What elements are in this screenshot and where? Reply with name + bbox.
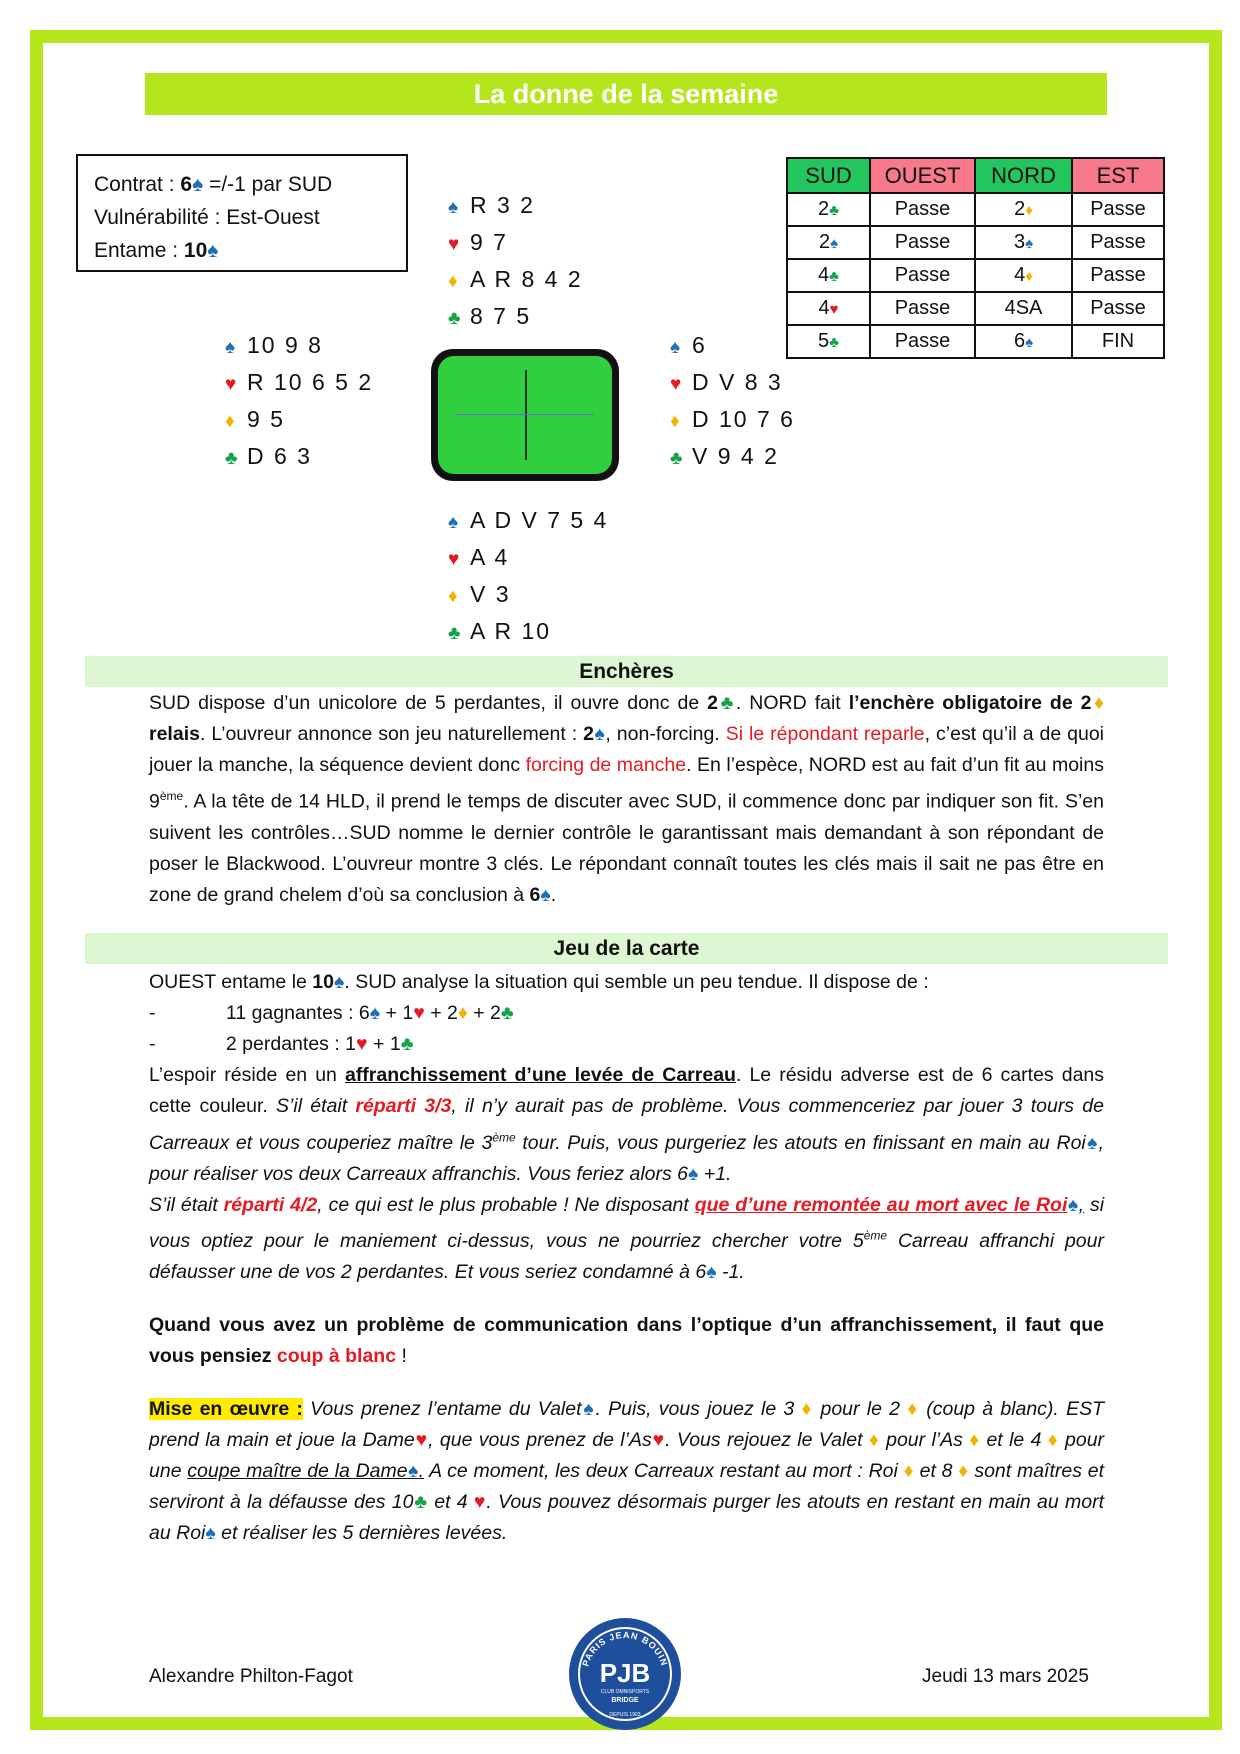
bidding-row <box>787 292 1164 325</box>
bid-nord <box>975 193 1072 226</box>
bid-nord <box>975 226 1072 259</box>
bid-sud <box>787 226 870 259</box>
bidding-row <box>787 259 1164 292</box>
club-icon: ♣ <box>829 334 839 351</box>
spade-icon: ♠ <box>334 971 345 993</box>
bid-level: 2 <box>818 231 831 253</box>
logo-initials: PJB <box>599 1658 651 1688</box>
diamond-icon: ♦ <box>1025 268 1033 285</box>
bid-level: 4SA <box>1004 297 1043 319</box>
header-sud: SUD <box>787 158 870 193</box>
spade-icon: ♠ <box>1025 235 1034 252</box>
east-hearts: D V 8 3 <box>692 369 783 395</box>
diamond-icon: ♦ <box>1025 202 1033 219</box>
west-hearts: R 10 6 5 2 <box>247 369 374 395</box>
lead-label: Entame : <box>94 239 184 262</box>
logo-since: DEPUIS 1903 <box>609 1712 641 1718</box>
bid-sud <box>787 259 870 292</box>
bid-ouest: Passe <box>870 292 975 325</box>
table-horizontal-line <box>456 414 594 415</box>
highlight-label: Mise en œuvre : <box>149 1398 303 1420</box>
east-spades: 6 <box>692 332 707 358</box>
south-hearts: A 4 <box>470 544 510 570</box>
diamond-icon: ♦ <box>448 586 460 607</box>
heart-icon: ♥ <box>670 374 684 395</box>
bid-sud <box>787 193 870 226</box>
west-clubs: D 6 3 <box>247 443 312 469</box>
table-felt <box>438 356 612 474</box>
spade-icon: ♠ <box>1025 334 1034 351</box>
bid-ouest: Passe <box>870 325 975 358</box>
bid-nord <box>975 259 1072 292</box>
bidding-row <box>787 193 1164 226</box>
date: Jeudi 13 mars 2025 <box>922 1666 1089 1687</box>
logo-sport: BRIDGE <box>611 1697 639 1704</box>
table-vertical-line <box>525 370 527 460</box>
section-auction: Enchères <box>85 656 1168 687</box>
diamond-icon: ♦ <box>448 271 460 292</box>
bid-level: 2 <box>1014 198 1026 220</box>
spade-icon: ♠ <box>670 337 683 358</box>
bid-level: 5 <box>818 330 830 352</box>
club-icon: ♣ <box>829 268 839 285</box>
play-text: OUEST entame le 10♠. SUD analyse la situation qui semble un peu tendue. Il dispose de : - 11 gagnantes : 6♠ + 1♥ + 2♦ + 2♣ - 2 perdantes : 1♥ + 1♣ L’espoir réside en un affranchissement d’une levée de Carreau. Le résidu adverse est de 6 cartes dans cette couleur. S’il était réparti 3/3, il n’y aurait pas de problème. Vous commenceriez par jouer 3 tours de Carreaux et vous couperiez maître le 3ème tour. Puis, vous purgeriez les atouts en finissant en main au Roi♠, pour réaliser vos deux Carreaux affranchis. Vous feriez alors 6♠ +1. S’il était réparti 4/2, ce qui est le plus probable ! Ne disposant que d’une remontée au mort avec le Roi♠, si vous optiez pour le maniement ci-dessus, vous ne pourriez chercher votre 5ème Carreau affranchi pour défausser une de vos 2 perdantes. Et vous seriez condamné à 6♠ -1. Quand vous avez un problème de communication dans l’optique d’un affranchissement, il faut que vous pensiez coup à blanc ! Mise en œuvre : Vous prenez l’entame du Valet♠. Puis, vous jouez le 3 ♦ pour le 2 ♦ (coup à blanc). EST prend la main et joue la Dame♥, que vous prenez de l’As♥. Vous rejouez le Valet ♦ pour l’As ♦ et le 4 ♦ pour une coupe maître de la Dame♠. A ce moment, les deux Carreaux restant au mort : Roi ♦ et 8 ♦ sont maîtres et serviront à la défausse des 10♣ et 4 ♥. Vous pouvez désormais purger les atouts en restant en main au mort au Roi♠ et réaliser les 5 dernières levées. <box>149 971 1105 1544</box>
heart-icon: ♥ <box>225 374 239 395</box>
club-icon: ♣ <box>718 692 736 714</box>
spade-icon: ♠ <box>192 173 204 196</box>
club-icon: ♣ <box>225 448 240 469</box>
bidding-row <box>787 226 1164 259</box>
north-hearts: 9 7 <box>470 229 508 255</box>
spade-icon: ♠ <box>225 337 238 358</box>
north-diamonds: A R 8 4 2 <box>470 266 583 292</box>
vulnerability-line: Vulnérabilité : Est-Ouest <box>94 206 320 229</box>
bid-nord <box>975 292 1072 325</box>
bid-est: Passe <box>1072 226 1164 259</box>
bid-nord <box>975 325 1072 358</box>
west-diamonds: 9 5 <box>247 406 285 432</box>
contract-rest: =/-1 par SUD <box>203 173 333 196</box>
header-est: EST <box>1072 158 1164 193</box>
bid-level: 4 <box>818 264 830 286</box>
heart-icon: ♥ <box>829 301 839 318</box>
author: Alexandre Philton-Fagot <box>149 1666 353 1687</box>
section-play: Jeu de la carte <box>85 933 1168 964</box>
heart-icon: ♥ <box>448 234 462 255</box>
bid-level: 4 <box>1014 264 1026 286</box>
bid-ouest: Passe <box>870 193 975 226</box>
bid-est: Passe <box>1072 259 1164 292</box>
bid-sud <box>787 325 870 358</box>
south-diamonds: V 3 <box>470 581 511 607</box>
spade-icon: ♠ <box>207 239 219 262</box>
header-nord: NORD <box>975 158 1072 193</box>
contract-line <box>94 168 390 201</box>
spade-icon: ♠ <box>448 512 461 533</box>
south-hand <box>448 503 608 651</box>
page-title: La donne de la semaine <box>145 73 1107 115</box>
header-ouest: OUEST <box>870 158 975 193</box>
bid-level: 2 <box>818 198 830 220</box>
bid-ouest: Passe <box>870 259 975 292</box>
spade-icon: ♠ <box>448 197 461 218</box>
bid-est: Passe <box>1072 292 1164 325</box>
bid-ouest: Passe <box>870 226 975 259</box>
spade-icon: ♠ <box>540 883 551 906</box>
club-icon: ♣ <box>448 308 463 329</box>
heart-icon: ♥ <box>448 549 462 570</box>
east-hand <box>670 328 795 476</box>
north-spades: R 3 2 <box>470 192 535 218</box>
south-clubs: A R 10 <box>470 618 552 644</box>
club-icon: ♣ <box>670 448 685 469</box>
lead-card: 10 <box>183 239 208 262</box>
west-spades: 10 9 8 <box>247 332 323 358</box>
auction-text: SUD dispose d’un unicolore de 5 perdantes, il ouvre donc de 2♣. NORD fait l’enchère obligatoire de 2♦ relais. L’ouvreur annonce son jeu naturellement : 2♠, non-forcing. Si le répondant reparle, c’est qu’il a de quoi jouer la manche, la séquence devient donc forcing de manche. En l’espèce, NORD est au fait d’un fit au moins 9ème. A la tête de 14 HLD, il prend le temps de discuter avec SUD, il commence donc par indiquer son fit. S’en suivent les contrôles…SUD nomme le dernier contrôle le garantissant mais demandant à son répondant de poser le Blackwood. L’ouvreur montre 3 clés. Le répondant connaît toutes les clés mais il sait ne pas être en zone de grand chelem d’où sa conclusion à 6♠. <box>149 692 1105 906</box>
north-hand <box>448 188 583 336</box>
spade-icon: ♠ <box>830 235 839 252</box>
club-icon: ♣ <box>448 623 463 644</box>
diamond-icon: ♦ <box>225 411 237 432</box>
card-table <box>431 349 619 481</box>
bid-level: 4 <box>818 297 830 319</box>
north-clubs: 8 7 5 <box>470 303 532 329</box>
logo-ring-text: PARIS JEAN BOUIN <box>580 1629 670 1668</box>
bid-est: FIN <box>1072 325 1164 358</box>
diamond-icon: ♦ <box>670 411 682 432</box>
diamond-icon: ♦ <box>1091 692 1105 714</box>
contract-box <box>76 154 408 272</box>
spade-icon: ♠ <box>593 723 606 745</box>
logo-club: CLUB OMNISPORTS <box>600 1689 650 1695</box>
bid-est: Passe <box>1072 193 1164 226</box>
bid-sud <box>787 292 870 325</box>
east-diamonds: D 10 7 6 <box>692 406 795 432</box>
lead-line <box>94 234 390 267</box>
bidding-rows <box>787 193 1164 358</box>
east-clubs: V 9 4 2 <box>692 443 779 469</box>
contract-level: 6 <box>180 173 193 196</box>
contract-label: Contrat : <box>94 173 181 196</box>
club-icon: ♣ <box>829 202 839 219</box>
bid-level: 3 <box>1013 231 1026 253</box>
bidding-table <box>786 157 1165 359</box>
club-logo <box>565 1616 685 1732</box>
bid-level: 6 <box>1013 330 1026 352</box>
bidding-row <box>787 325 1164 358</box>
south-spades: A D V 7 5 4 <box>470 507 609 533</box>
west-hand <box>225 328 373 476</box>
